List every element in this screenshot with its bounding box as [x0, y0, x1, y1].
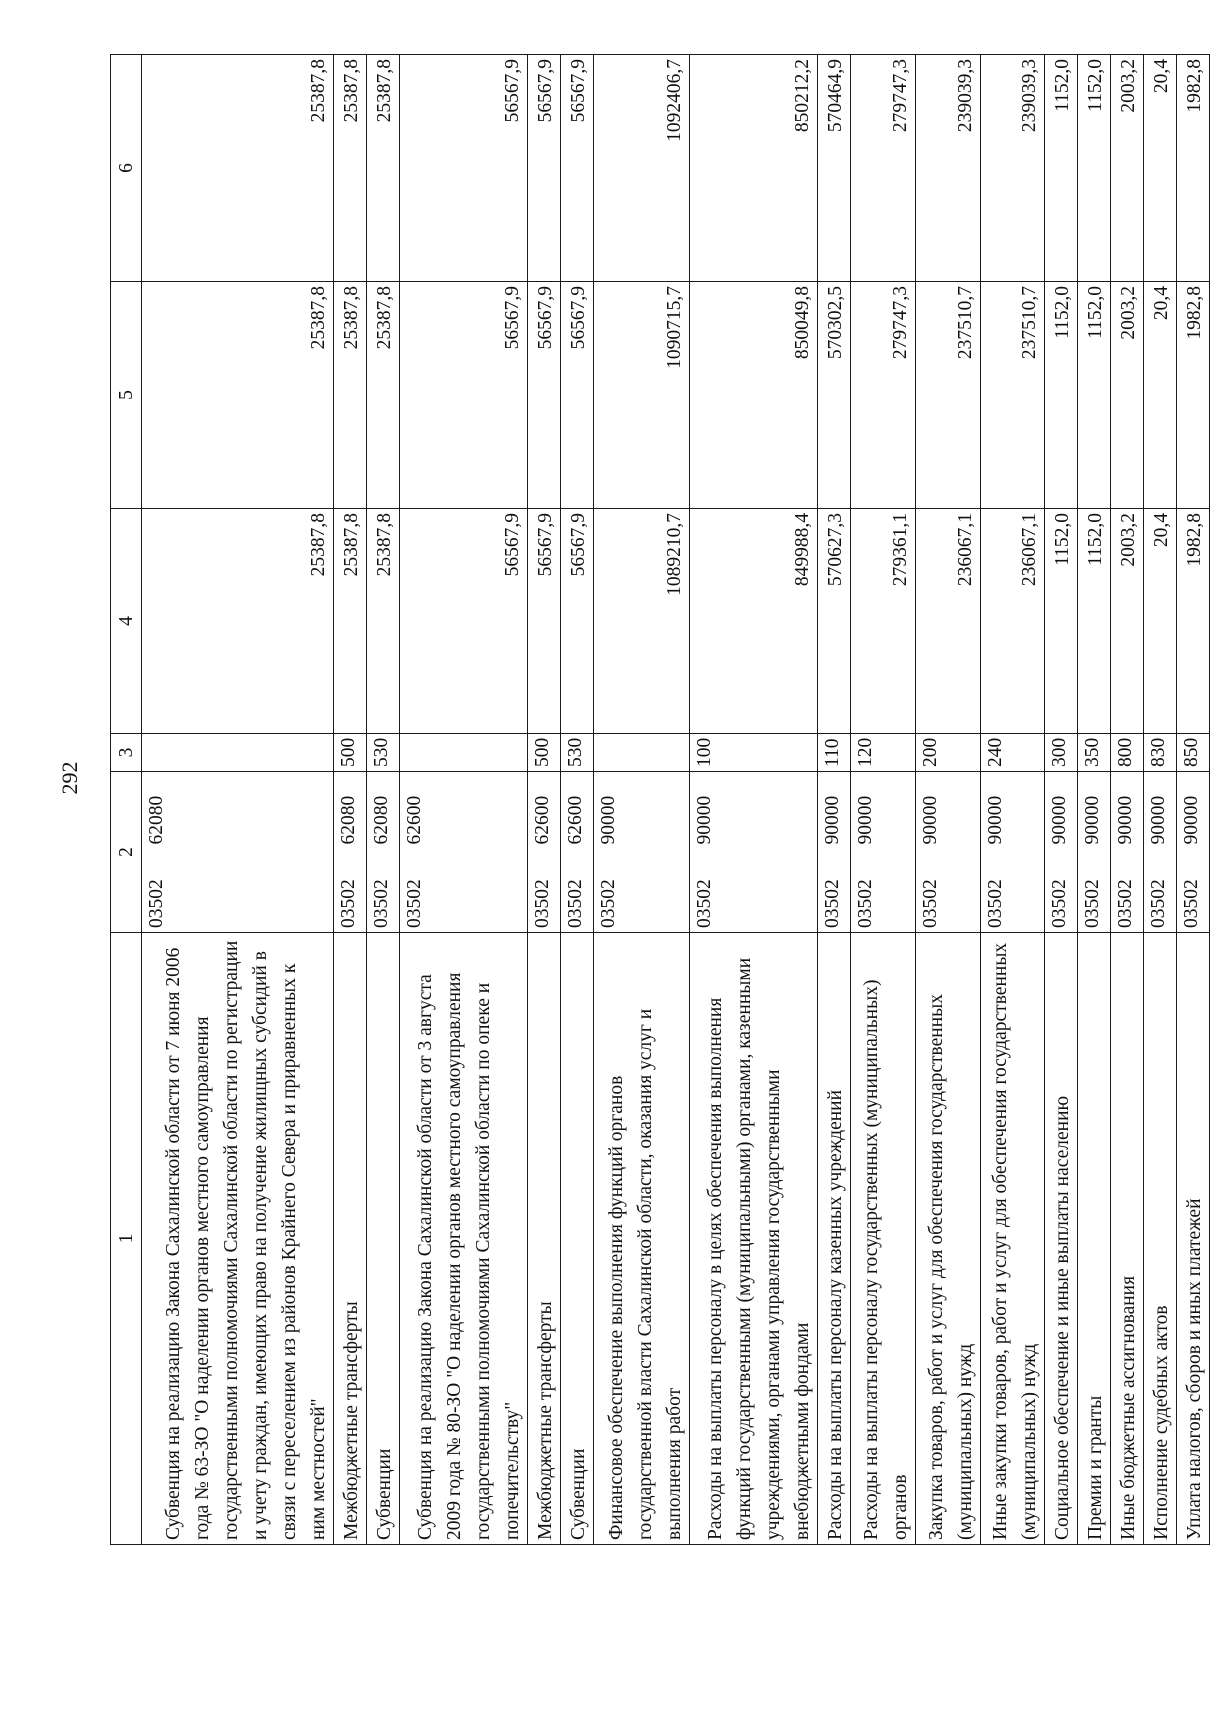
row-code-cs: 03502 — [818, 849, 851, 933]
row-value-4: 2003,2 — [1111, 509, 1144, 734]
row-code-cs: 03502 — [560, 849, 593, 933]
rotated-page — [110, 55, 1210, 1545]
row-name: Иные бюджетные ассигнования — [1111, 933, 1144, 1545]
row-code-ts: 90000 — [980, 772, 1045, 849]
row-code-cs: 03502 — [333, 849, 366, 933]
row-value-4: 25387,8 — [142, 509, 334, 734]
row-value-6: 1152,0 — [1045, 55, 1078, 282]
row-name: Субвенции — [366, 933, 399, 1545]
row-value-5: 25387,8 — [333, 282, 366, 509]
row-value-5: 570302,5 — [818, 282, 851, 509]
row-code-ts: 90000 — [1045, 772, 1078, 849]
row-name: Премии и гранты — [1078, 933, 1111, 1545]
row-value-4: 20,4 — [1144, 509, 1177, 734]
page-number: 292 — [57, 761, 82, 795]
row-name: Межбюджетные трансферты — [333, 933, 366, 1545]
row-code-vr: 500 — [527, 734, 560, 772]
row-value-6: 25387,8 — [366, 55, 399, 282]
table-row — [333, 55, 366, 1545]
row-name: Исполнение судебных актов — [1144, 933, 1177, 1545]
col-header-4: 4 — [111, 509, 142, 734]
table-row — [1111, 55, 1144, 1545]
row-value-4: 1089210,7 — [593, 509, 689, 734]
row-value-4: 236067,1 — [980, 509, 1045, 734]
row-code-vr — [399, 734, 527, 772]
row-code-ts: 90000 — [916, 772, 981, 849]
table-row — [142, 55, 334, 1545]
row-code-cs: 03502 — [399, 849, 527, 933]
row-code-cs: 03502 — [1078, 849, 1111, 933]
row-code-ts: 62600 — [527, 772, 560, 849]
row-value-4: 236067,1 — [916, 509, 981, 734]
row-value-4: 1152,0 — [1078, 509, 1111, 734]
col-header-5: 5 — [111, 282, 142, 509]
row-value-6: 20,4 — [1144, 55, 1177, 282]
row-code-ts: 62080 — [333, 772, 366, 849]
row-value-6: 56567,9 — [399, 55, 527, 282]
row-code-cs: 03502 — [1045, 849, 1078, 933]
row-value-6: 239039,3 — [980, 55, 1045, 282]
table-row — [851, 55, 916, 1545]
row-value-5: 1090715,7 — [593, 282, 689, 509]
row-value-5: 25387,8 — [366, 282, 399, 509]
table-row — [818, 55, 851, 1545]
row-name: Закупка товаров, работ и услуг для обеспечения государственных (муниципальных) нужд — [916, 933, 981, 1545]
row-name: Субвенции — [560, 933, 593, 1545]
row-value-6: 1152,0 — [1078, 55, 1111, 282]
table-row — [527, 55, 560, 1545]
row-code-cs: 03502 — [916, 849, 981, 933]
table-row — [916, 55, 981, 1545]
row-code-ts: 90000 — [818, 772, 851, 849]
row-value-6: 2003,2 — [1111, 55, 1144, 282]
row-value-5: 1152,0 — [1045, 282, 1078, 509]
col-header-6: 6 — [111, 55, 142, 282]
row-name: Уплата налогов, сборов и иных платежей — [1177, 933, 1210, 1545]
row-code-ts: 62080 — [366, 772, 399, 849]
col-header-1: 1 — [111, 933, 142, 1545]
table-row — [399, 55, 527, 1545]
row-code-ts: 90000 — [593, 772, 689, 849]
row-code-vr: 350 — [1078, 734, 1111, 772]
row-value-4: 849988,4 — [690, 509, 818, 734]
row-code-vr: 830 — [1144, 734, 1177, 772]
table-row — [1177, 55, 1210, 1545]
row-code-cs: 03502 — [1177, 849, 1210, 933]
table-row — [1045, 55, 1078, 1545]
row-code-vr — [142, 734, 334, 772]
table-row — [980, 55, 1045, 1545]
row-value-5: 1152,0 — [1078, 282, 1111, 509]
row-value-6: 850212,2 — [690, 55, 818, 282]
row-value-5: 279747,3 — [851, 282, 916, 509]
row-name: Иные закупки товаров, работ и услуг для обеспечения государственных (муниципальных) нужд — [980, 933, 1045, 1545]
row-value-4: 570627,3 — [818, 509, 851, 734]
row-code-cs: 03502 — [366, 849, 399, 933]
row-value-5: 237510,7 — [916, 282, 981, 509]
row-code-vr: 300 — [1045, 734, 1078, 772]
row-value-6: 1982,8 — [1177, 55, 1210, 282]
row-code-cs: 03502 — [851, 849, 916, 933]
row-code-ts: 90000 — [851, 772, 916, 849]
budget-table — [110, 54, 1210, 1545]
table-row — [366, 55, 399, 1545]
row-code-cs: 03502 — [980, 849, 1045, 933]
row-value-5: 850049,8 — [690, 282, 818, 509]
row-code-vr: 240 — [980, 734, 1045, 772]
row-value-6: 56567,9 — [560, 55, 593, 282]
row-value-6: 56567,9 — [527, 55, 560, 282]
col-header-2: 2 — [111, 772, 142, 933]
row-code-vr: 500 — [333, 734, 366, 772]
row-value-5: 1982,8 — [1177, 282, 1210, 509]
row-code-vr: 120 — [851, 734, 916, 772]
row-code-vr: 530 — [366, 734, 399, 772]
row-value-4: 25387,8 — [366, 509, 399, 734]
row-code-vr: 100 — [690, 734, 818, 772]
row-code-vr — [593, 734, 689, 772]
row-name: Субвенция на реализацию Закона Сахалинской области от 3 августа 2009 года № 80-ЗО "О наделении органов местного самоуправления государственными полномочиями Сахалинской области по опеке и попечительству" — [399, 933, 527, 1545]
row-name: Расходы на выплаты персоналу в целях обеспечения выполнения функций государственными (муниципальными) органами, казенными учреждениями, органами управления государственными внебюджетными фондами — [690, 933, 818, 1545]
row-code-ts: 62600 — [399, 772, 527, 849]
row-value-5: 25387,8 — [142, 282, 334, 509]
row-code-cs: 03502 — [690, 849, 818, 933]
row-value-4: 56567,9 — [527, 509, 560, 734]
row-code-cs: 03502 — [527, 849, 560, 933]
row-value-6: 25387,8 — [333, 55, 366, 282]
row-code-vr: 800 — [1111, 734, 1144, 772]
row-code-ts: 90000 — [690, 772, 818, 849]
table-row — [593, 55, 689, 1545]
row-value-5: 56567,9 — [560, 282, 593, 509]
row-name: Субвенция на реализацию Закона Сахалинской области от 7 июня 2006 года № 63-ЗО "О наделении органов местного самоуправления государственными полномочиями Сахалинской области по регистрации и учету граждан, имеющих право на получение жилищных субсидий в связи с переселением из районов Крайнего Севера и приравненных к ним местностей" — [142, 933, 334, 1545]
row-name: Расходы на выплаты персоналу государственных (муниципальных) органов — [851, 933, 916, 1545]
row-name: Межбюджетные трансферты — [527, 933, 560, 1545]
header-row — [111, 55, 142, 1545]
row-value-4: 1982,8 — [1177, 509, 1210, 734]
row-code-cs: 03502 — [142, 849, 334, 933]
row-code-ts: 90000 — [1111, 772, 1144, 849]
table-row — [1078, 55, 1111, 1545]
row-value-5: 237510,7 — [980, 282, 1045, 509]
row-code-ts: 90000 — [1078, 772, 1111, 849]
row-value-6: 1092406,7 — [593, 55, 689, 282]
row-code-vr: 110 — [818, 734, 851, 772]
table-row — [690, 55, 818, 1545]
row-value-5: 2003,2 — [1111, 282, 1144, 509]
row-code-cs: 03502 — [593, 849, 689, 933]
row-name: Социальное обеспечение и иные выплаты населению — [1045, 933, 1078, 1545]
row-code-ts: 90000 — [1144, 772, 1177, 849]
row-value-6: 279747,3 — [851, 55, 916, 282]
col-header-3: 3 — [111, 734, 142, 772]
row-code-vr: 530 — [560, 734, 593, 772]
table-row — [560, 55, 593, 1545]
row-code-cs: 03502 — [1144, 849, 1177, 933]
row-code-ts: 90000 — [1177, 772, 1210, 849]
table-row — [1144, 55, 1177, 1545]
row-value-6: 25387,8 — [142, 55, 334, 282]
row-value-6: 239039,3 — [916, 55, 981, 282]
row-value-4: 1152,0 — [1045, 509, 1078, 734]
row-value-4: 56567,9 — [399, 509, 527, 734]
row-code-cs: 03502 — [1111, 849, 1144, 933]
row-code-ts: 62600 — [560, 772, 593, 849]
row-value-4: 56567,9 — [560, 509, 593, 734]
row-name: Финансовое обеспечение выполнения функций органов государственной власти Сахалинской области, оказания услуг и выполнения работ — [593, 933, 689, 1545]
row-value-4: 279361,1 — [851, 509, 916, 734]
row-code-vr: 200 — [916, 734, 981, 772]
row-value-5: 56567,9 — [399, 282, 527, 509]
row-code-ts: 62080 — [142, 772, 334, 849]
row-value-6: 570464,9 — [818, 55, 851, 282]
row-value-4: 25387,8 — [333, 509, 366, 734]
row-code-vr: 850 — [1177, 734, 1210, 772]
row-value-5: 56567,9 — [527, 282, 560, 509]
row-value-5: 20,4 — [1144, 282, 1177, 509]
row-name: Расходы на выплаты персоналу казенных учреждений — [818, 933, 851, 1545]
